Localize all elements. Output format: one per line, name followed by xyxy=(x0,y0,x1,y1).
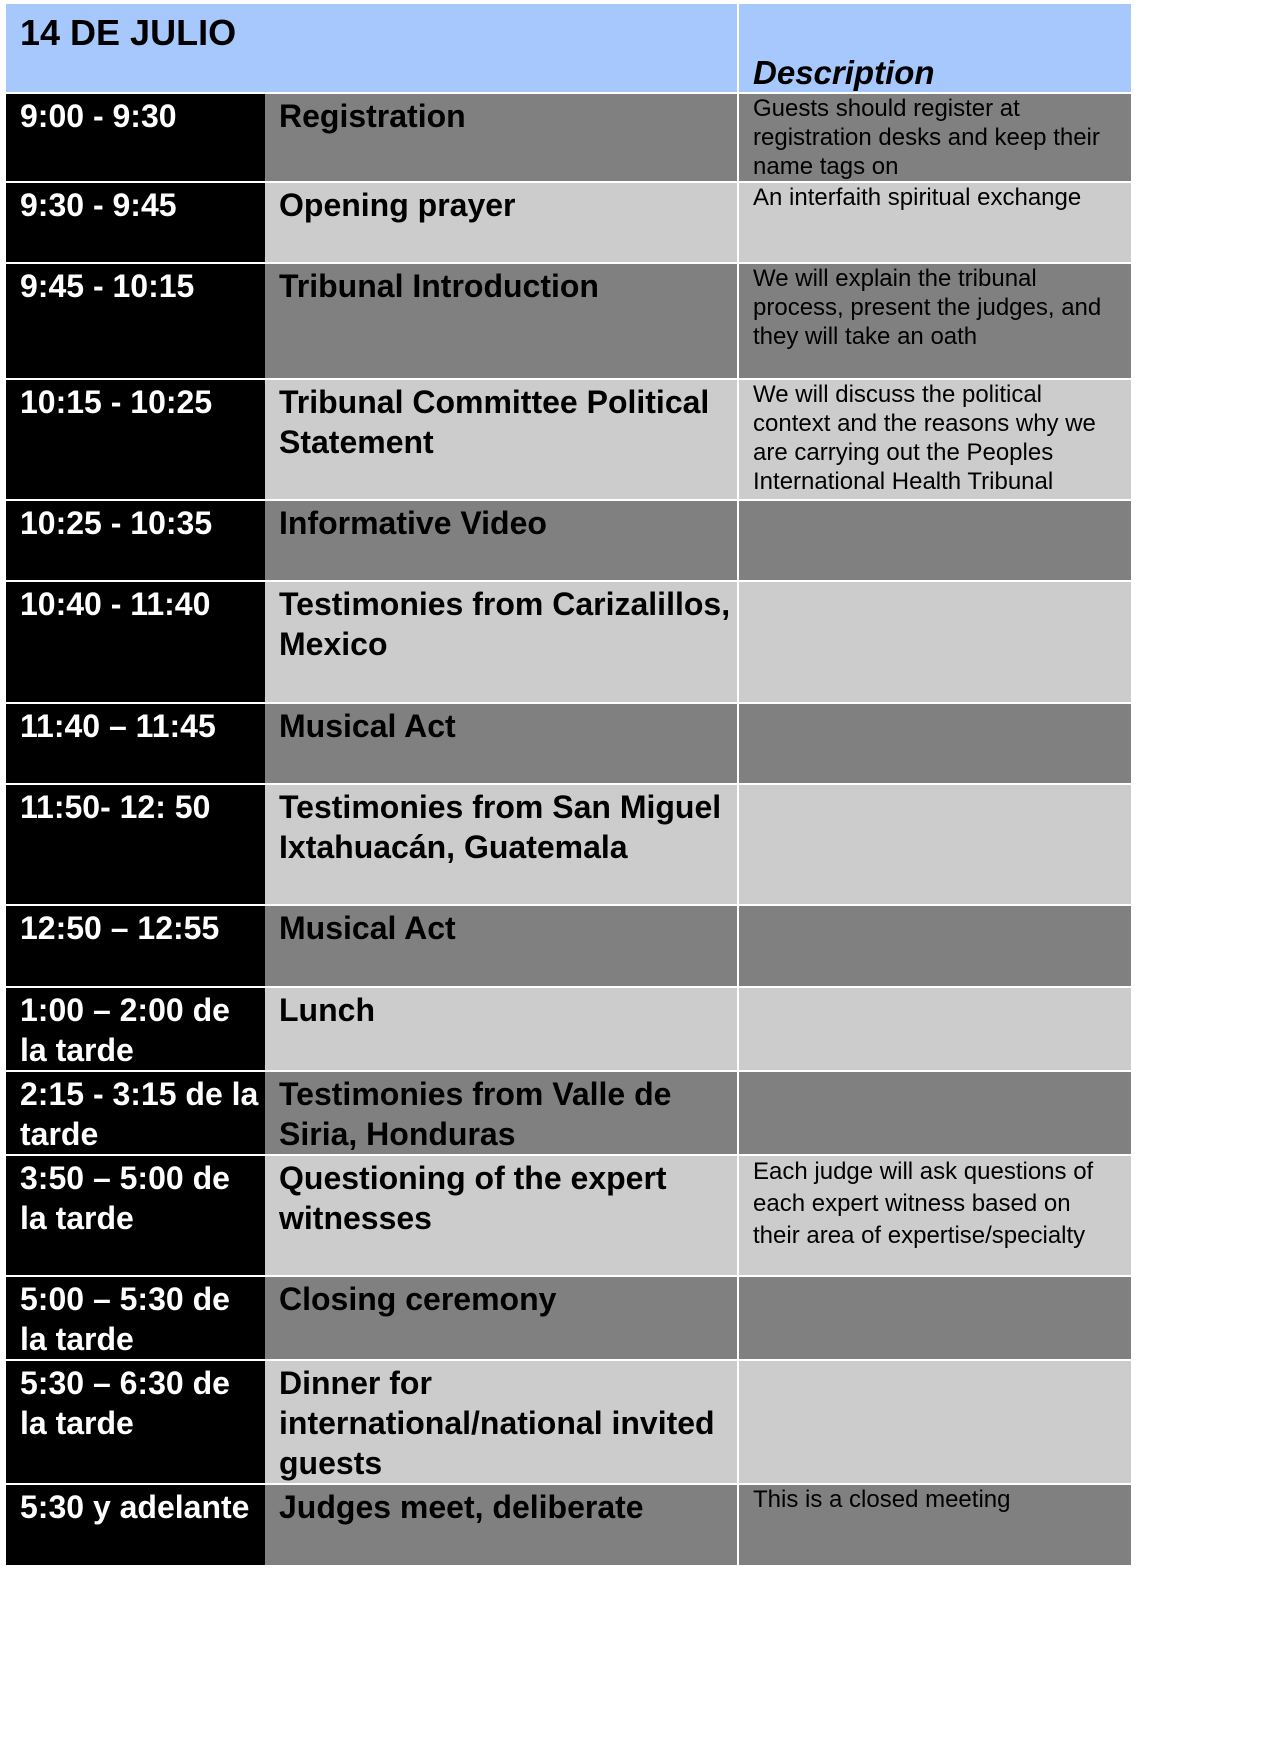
time-cell: 5:30 y adelante xyxy=(6,1484,265,1566)
table-row xyxy=(6,1071,1131,1155)
description-cell xyxy=(738,1360,1131,1484)
table-row xyxy=(6,182,1131,263)
time-cell: 3:50 – 5:00 de la tarde xyxy=(6,1155,265,1276)
description-cell: Each judge will ask questions of each expert witness based on their area of expertise/specialty xyxy=(738,1155,1131,1276)
table-row xyxy=(6,93,1131,182)
time-cell: 11:40 – 11:45 xyxy=(6,703,265,784)
description-cell xyxy=(738,500,1131,581)
time-cell: 10:25 - 10:35 xyxy=(6,500,265,581)
event-cell: Questioning of the expert witnesses xyxy=(265,1155,738,1276)
event-cell: Closing ceremony xyxy=(265,1276,738,1360)
table-row xyxy=(6,784,1131,905)
description-cell xyxy=(738,987,1131,1071)
description-cell xyxy=(738,581,1131,703)
event-cell: Lunch xyxy=(265,987,738,1071)
table-row xyxy=(6,987,1131,1071)
description-cell: Guests should register at registration desks and keep their name tags on xyxy=(738,93,1131,182)
time-cell: 11:50- 12: 50 xyxy=(6,784,265,905)
date-heading: 14 DE JULIO xyxy=(6,4,738,93)
time-cell: 10:15 - 10:25 xyxy=(6,379,265,500)
description-cell xyxy=(738,784,1131,905)
event-cell: Registration xyxy=(265,93,738,182)
event-cell: Testimonies from San Miguel Ixtahuacán, Guatemala xyxy=(265,784,738,905)
description-cell: An interfaith spiritual exchange xyxy=(738,182,1131,263)
time-cell: 5:00 – 5:30 de la tarde xyxy=(6,1276,265,1360)
table-row xyxy=(6,581,1131,703)
table-row xyxy=(6,263,1131,379)
description-cell xyxy=(738,703,1131,784)
event-cell: Opening prayer xyxy=(265,182,738,263)
event-cell: Tribunal Committee Political Statement xyxy=(265,379,738,500)
description-cell xyxy=(738,1276,1131,1360)
table-row xyxy=(6,500,1131,581)
event-cell: Testimonies from Carizalillos, Mexico xyxy=(265,581,738,703)
table-row xyxy=(6,703,1131,784)
time-cell: 5:30 – 6:30 de la tarde xyxy=(6,1360,265,1484)
description-cell xyxy=(738,905,1131,987)
table-row xyxy=(6,905,1131,987)
event-cell: Testimonies from Valle de Siria, Honduras xyxy=(265,1071,738,1155)
event-cell: Musical Act xyxy=(265,905,738,987)
table-row xyxy=(6,379,1131,500)
table-row xyxy=(6,1484,1131,1566)
description-heading: Description xyxy=(738,4,1131,93)
time-cell: 9:00 - 9:30 xyxy=(6,93,265,182)
event-cell: Dinner for international/national invited guests xyxy=(265,1360,738,1484)
description-cell xyxy=(738,1071,1131,1155)
table-row xyxy=(6,1155,1131,1276)
event-cell: Tribunal Introduction xyxy=(265,263,738,379)
time-cell: 2:15 - 3:15 de la tarde xyxy=(6,1071,265,1155)
description-cell: We will discuss the political context and the reasons why we are carrying out the Peoples International Health Tribunal xyxy=(738,379,1131,500)
table-row xyxy=(6,1276,1131,1360)
event-cell: Judges meet, deliberate xyxy=(265,1484,738,1566)
time-cell: 1:00 – 2:00 de la tarde xyxy=(6,987,265,1071)
schedule-table xyxy=(6,4,1131,1567)
header-row xyxy=(6,4,1131,93)
time-cell: 10:40 - 11:40 xyxy=(6,581,265,703)
description-cell: This is a closed meeting xyxy=(738,1484,1131,1566)
event-cell: Informative Video xyxy=(265,500,738,581)
event-cell: Musical Act xyxy=(265,703,738,784)
time-cell: 9:45 - 10:15 xyxy=(6,263,265,379)
time-cell: 12:50 – 12:55 xyxy=(6,905,265,987)
description-cell: We will explain the tribunal process, present the judges, and they will take an oath xyxy=(738,263,1131,379)
time-cell: 9:30 - 9:45 xyxy=(6,182,265,263)
table-row xyxy=(6,1360,1131,1484)
